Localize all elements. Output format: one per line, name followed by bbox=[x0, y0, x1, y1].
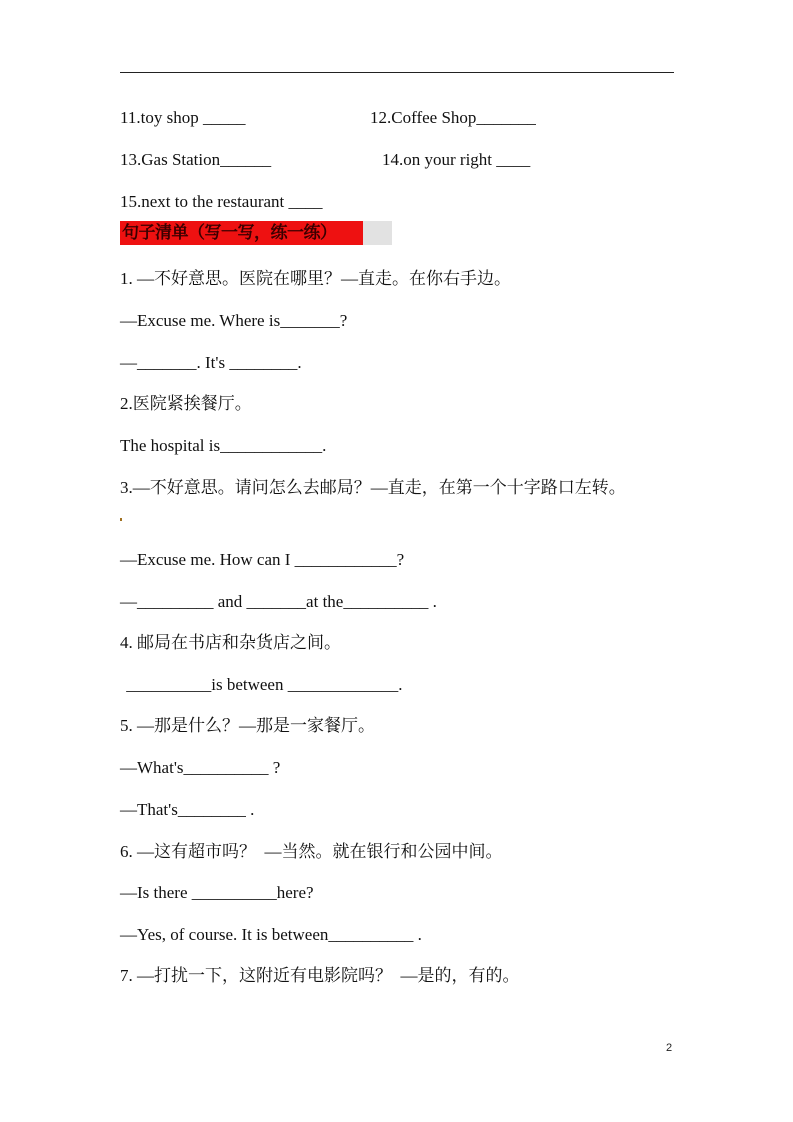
sentence-1-en-2: —_______. It's ________. bbox=[120, 353, 302, 372]
vocab-item-14: 14.on your right ____ bbox=[382, 150, 531, 169]
vocab-item-11: 11.toy shop _____ bbox=[120, 108, 246, 127]
sentence-5-en-2: —That's________ . bbox=[120, 800, 255, 819]
header-rule bbox=[120, 72, 674, 73]
sentence-6-en-2: —Yes, of course. It is between__________ . bbox=[120, 925, 422, 944]
sentence-5-cn: 5. —那是什么？—那是一家餐厅。 bbox=[120, 716, 375, 735]
stray-mark bbox=[120, 518, 122, 521]
sentence-5-en-1: —What's__________ ? bbox=[120, 758, 281, 777]
section-heading-text: 句子清单（写一写，练一练） bbox=[122, 223, 337, 243]
sentence-4-en-1: __________is between _____________. bbox=[122, 675, 403, 694]
sentence-6-en-1: —Is there __________here? bbox=[120, 883, 314, 902]
sentence-6-cn: 6. —这有超市吗？ —当然。就在银行和公园中间。 bbox=[120, 842, 503, 861]
vocab-item-12: 12.Coffee Shop_______ bbox=[370, 108, 536, 127]
sentence-1-cn: 1. —不好意思。医院在哪里？—直走。在你右手边。 bbox=[120, 269, 511, 288]
page-number: 2 bbox=[666, 1042, 673, 1054]
sentence-3-en-1: —Excuse me. How can I ____________? bbox=[120, 550, 405, 569]
sentence-3-en-2: —_________ and _______at the__________ . bbox=[120, 592, 437, 611]
sentence-7-cn: 7. —打扰一下，这附近有电影院吗？ —是的，有的。 bbox=[120, 966, 520, 985]
section-heading bbox=[120, 221, 392, 245]
sentence-1-en-1: —Excuse me. Where is_______? bbox=[120, 311, 348, 330]
sentence-3-cn: 3.—不好意思。请问怎么去邮局？—直走，在第一个十字路口左转。 bbox=[120, 478, 626, 497]
sentence-4-cn: 4. 邮局在书店和杂货店之间。 bbox=[120, 633, 341, 652]
sentence-2-en-1: The hospital is____________. bbox=[120, 436, 327, 455]
sentence-2-cn: 2.医院紧挨餐厅。 bbox=[120, 394, 252, 413]
vocab-item-13: 13.Gas Station______ bbox=[120, 150, 272, 169]
vocab-item-15: 15.next to the restaurant ____ bbox=[120, 192, 323, 211]
